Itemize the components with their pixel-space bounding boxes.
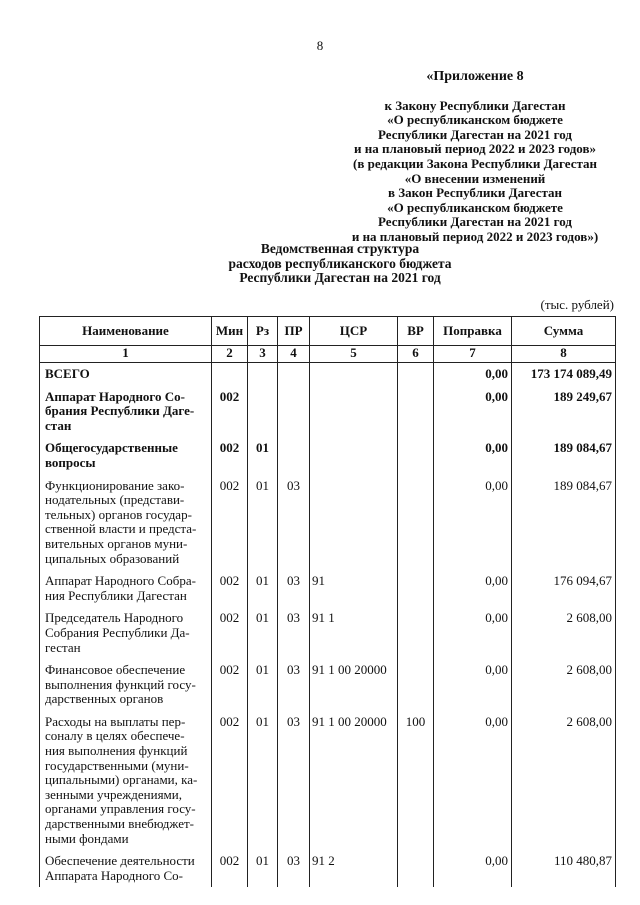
cell-name: Общегосударственные вопросы: [40, 437, 212, 474]
appendix-line: Республики Дагестан на 2021 год: [378, 214, 572, 230]
cell-vr: [398, 475, 434, 571]
cell-name: Аппарат Народного Со- брания Республики Даге- стан: [40, 386, 212, 438]
cell-amendment: 0,00: [434, 659, 512, 711]
budget-table: [39, 316, 616, 887]
cell-csr: [310, 475, 398, 571]
cell-min: 002: [212, 850, 248, 887]
cell-amendment: 0,00: [434, 475, 512, 571]
cell-csr: [310, 363, 398, 386]
table-header-row: [40, 317, 616, 346]
cell-name: Финансовое обеспечение выполнения функций госу- дарственных органов: [40, 659, 212, 711]
cell-rz: 01: [248, 659, 278, 711]
cell-sum: 189 249,67: [512, 386, 616, 438]
header-vr: ВР: [398, 317, 434, 346]
appendix-line: в Закон Республики Дагестан: [387, 185, 563, 201]
units-label: (тыс. рублей): [540, 297, 614, 312]
cell-sum: 189 084,67: [512, 437, 616, 474]
table-row: [40, 711, 616, 850]
cell-vr: [398, 659, 434, 711]
appendix-line: «О республиканском бюджете: [387, 199, 563, 215]
column-number: 5: [310, 346, 398, 363]
cell-vr: [398, 386, 434, 438]
appendix-line: и на плановый период 2022 и 2023 годов»: [354, 141, 596, 157]
header-name: Наименование: [40, 317, 212, 346]
cell-csr: 91 1 00 20000: [310, 711, 398, 850]
header-rz: Рз: [248, 317, 278, 346]
cell-rz: 01: [248, 570, 278, 607]
document-heading: [180, 242, 500, 286]
cell-vr: [398, 437, 434, 474]
heading-line: расходов республиканского бюджета: [228, 255, 452, 271]
cell-min: [212, 363, 248, 386]
appendix-line: «О республиканском бюджете: [387, 112, 563, 128]
appendix-line: «О внесении изменений: [404, 170, 546, 186]
heading-line: Республики Дагестан на 2021 год: [239, 270, 441, 286]
cell-name: Аппарат Народного Собра- ния Республики Дагестан: [40, 570, 212, 607]
cell-vr: [398, 850, 434, 887]
page-number: 8: [316, 38, 324, 53]
cell-csr: 91 2: [310, 850, 398, 887]
cell-amendment: 0,00: [434, 711, 512, 850]
cell-min: 002: [212, 711, 248, 850]
cell-vr: [398, 607, 434, 659]
cell-min: 002: [212, 386, 248, 438]
cell-csr: [310, 437, 398, 474]
cell-min: 002: [212, 607, 248, 659]
column-number: 3: [248, 346, 278, 363]
cell-vr: [398, 363, 434, 386]
cell-pr: [278, 363, 310, 386]
cell-amendment: 0,00: [434, 386, 512, 438]
table-row: [40, 437, 616, 474]
cell-sum: 2 608,00: [512, 607, 616, 659]
cell-vr: 100: [398, 711, 434, 850]
cell-name: Функционирование зако- нодательных (представи- тельных) органов государ- ственной власти и предста- вительных органов муни- ципальных образований: [40, 475, 212, 571]
cell-rz: 01: [248, 850, 278, 887]
cell-sum: 173 174 089,49: [512, 363, 616, 386]
cell-sum: 189 084,67: [512, 475, 616, 571]
cell-sum: 2 608,00: [512, 711, 616, 850]
cell-amendment: 0,00: [434, 850, 512, 887]
heading-line: Ведомственная структура: [260, 241, 420, 256]
appendix-line: и на плановый период 2022 и 2023 годов»): [351, 228, 599, 244]
cell-csr: 91 1: [310, 607, 398, 659]
cell-amendment: 0,00: [434, 363, 512, 386]
table-row: [40, 363, 616, 386]
column-number-row: [40, 346, 616, 363]
cell-pr: 03: [278, 607, 310, 659]
cell-pr: 03: [278, 475, 310, 571]
cell-min: 002: [212, 437, 248, 474]
cell-sum: 110 480,87: [512, 850, 616, 887]
header-sum: Сумма: [512, 317, 616, 346]
header-pr: ПР: [278, 317, 310, 346]
cell-pr: 03: [278, 850, 310, 887]
cell-name: Председатель Народного Собрания Республики Да- гестан: [40, 607, 212, 659]
cell-rz: 01: [248, 475, 278, 571]
cell-name: Расходы на выплаты пер- соналу в целях обеспече- ния выполнения функций государственными (муни- ципальными) органами, ка- зенными учреждениями, органами управления госу- дарственными внебюджет- ными фондами: [40, 711, 212, 850]
table-row: [40, 607, 616, 659]
table-row: [40, 570, 616, 607]
cell-rz: 01: [248, 437, 278, 474]
header-amendment: Поправка: [434, 317, 512, 346]
cell-pr: 03: [278, 570, 310, 607]
appendix-line: к Закону Республики Дагестан: [384, 97, 566, 113]
cell-pr: 03: [278, 711, 310, 850]
cell-amendment: 0,00: [434, 570, 512, 607]
table-row: [40, 386, 616, 438]
cell-pr: [278, 386, 310, 438]
column-number: 7: [434, 346, 512, 363]
cell-min: 002: [212, 659, 248, 711]
cell-rz: 01: [248, 607, 278, 659]
column-number: 1: [40, 346, 212, 363]
cell-sum: 2 608,00: [512, 659, 616, 711]
cell-rz: [248, 386, 278, 438]
appendix-line: (в редакции Закона Республики Дагестан: [352, 155, 598, 171]
cell-rz: 01: [248, 711, 278, 850]
cell-min: 002: [212, 570, 248, 607]
column-number: 2: [212, 346, 248, 363]
cell-amendment: 0,00: [434, 607, 512, 659]
cell-csr: [310, 386, 398, 438]
header-min: Мин: [212, 317, 248, 346]
column-number: 8: [512, 346, 616, 363]
cell-sum: 176 094,67: [512, 570, 616, 607]
cell-pr: 03: [278, 659, 310, 711]
cell-vr: [398, 570, 434, 607]
cell-min: 002: [212, 475, 248, 571]
appendix-line: Республики Дагестан на 2021 год: [378, 126, 572, 142]
appendix-title: «Приложение 8: [426, 69, 524, 84]
cell-pr: [278, 437, 310, 474]
column-number: 6: [398, 346, 434, 363]
appendix-block: [340, 70, 610, 245]
cell-rz: [248, 363, 278, 386]
table-row: [40, 659, 616, 711]
table-row: [40, 850, 616, 887]
cell-csr: 91 1 00 20000: [310, 659, 398, 711]
appendix-lines: [340, 99, 610, 245]
table-row: [40, 475, 616, 571]
cell-name: ВСЕГО: [40, 363, 212, 386]
cell-amendment: 0,00: [434, 437, 512, 474]
cell-csr: 91: [310, 570, 398, 607]
column-number: 4: [278, 346, 310, 363]
cell-name: Обеспечение деятельности Аппарата Народного Со-: [40, 850, 212, 887]
header-csr: ЦСР: [310, 317, 398, 346]
